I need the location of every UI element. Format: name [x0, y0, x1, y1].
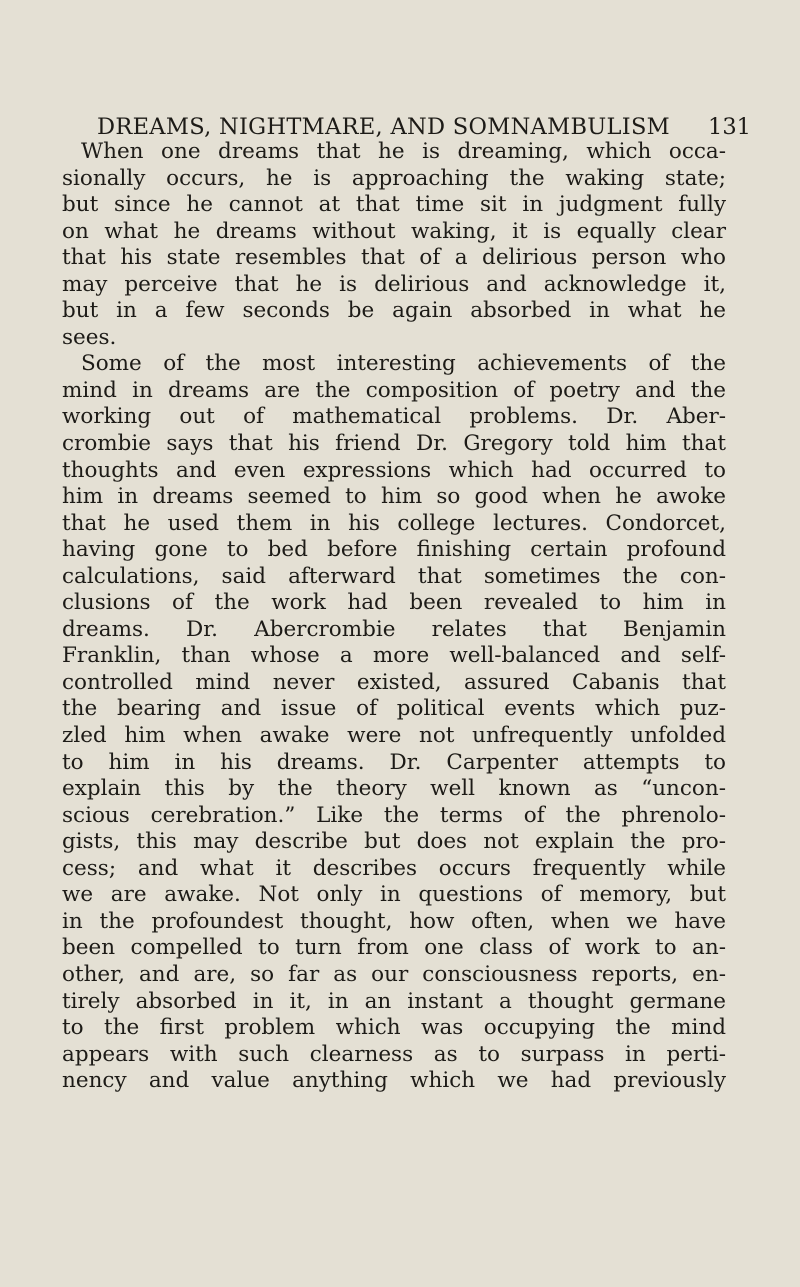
text-line: explain this by the theory well known as “uncon- — [62, 776, 726, 802]
text-line: Some of the most interesting achievements of the — [81, 351, 726, 377]
text-line: but in a few seconds be again absorbed in what he — [62, 298, 726, 324]
text-line: zled him when awake were not unfrequently unfolded — [62, 723, 726, 749]
page-number: 131 — [708, 114, 751, 140]
text-line: on what he dreams without waking, it is equally clear — [62, 218, 726, 244]
text-line: cess; and what it describes occurs frequently while — [62, 855, 726, 881]
text-line: that his state resembles that of a delirious person who — [62, 245, 726, 271]
text-line: having gone to bed before finishing certain profound — [62, 537, 726, 563]
text-line: thoughts and even expressions which had occurred to — [62, 457, 726, 483]
text-line: dreams. Dr. Abercrombie relates that Benjamin — [62, 616, 726, 642]
text-line: in the profoundest thought, how often, when we have — [62, 908, 726, 934]
text-line: scious cerebration.” Like the terms of the phrenolo- — [62, 802, 726, 828]
text-line: mind in dreams are the composition of poetry and the — [62, 377, 726, 403]
text-line: to the first problem which was occupying the mind — [62, 1015, 726, 1041]
text-line: gists, this may describe but does not explain the pro- — [62, 829, 726, 855]
text-line: may perceive that he is delirious and acknowledge it, — [62, 271, 726, 297]
body-text — [62, 139, 726, 1095]
text-line: sees. — [62, 324, 117, 350]
text-line: we are awake. Not only in questions of memory, but — [62, 882, 726, 908]
paragraph-2 — [62, 351, 726, 1094]
text-line: working out of mathematical problems. Dr. Aber- — [62, 404, 726, 430]
text-line: to him in his dreams. Dr. Carpenter attempts to — [62, 749, 726, 775]
text-line: been compelled to turn from one class of work to an- — [62, 935, 726, 961]
text-line: the bearing and issue of political events which puz- — [62, 696, 726, 722]
text-line: him in dreams seemed to him so good when he awoke — [62, 484, 726, 510]
text-line: calculations, said afterward that sometimes the con- — [62, 563, 726, 589]
text-line: that he used them in his college lectures. Condorcet, — [62, 510, 726, 536]
paragraph-1 — [62, 139, 726, 351]
text-line: other, and are, so far as our consciousness reports, en- — [62, 961, 726, 987]
text-line: Franklin, than whose a more well-balanced and self- — [62, 643, 726, 669]
text-line: crombie says that his friend Dr. Gregory told him that — [62, 431, 726, 457]
text-line: nency and value anything which we had previously — [62, 1068, 726, 1094]
text-line: controlled mind never existed, assured Cabanis that — [62, 669, 726, 695]
running-title: DREAMS, NIGHTMARE, AND SOMNAMBULISM — [97, 114, 671, 140]
text-line: clusions of the work had been revealed to him in — [62, 590, 726, 616]
text-line: tirely absorbed in it, in an instant a thought germane — [62, 988, 726, 1014]
text-line: appears with such clearness as to surpass in perti- — [62, 1041, 726, 1067]
text-line: but since he cannot at that time sit in judgment fully — [62, 192, 726, 218]
text-line: sionally occurs, he is approaching the waking state; — [62, 165, 726, 191]
text-line: When one dreams that he is dreaming, which occa- — [81, 139, 726, 164]
